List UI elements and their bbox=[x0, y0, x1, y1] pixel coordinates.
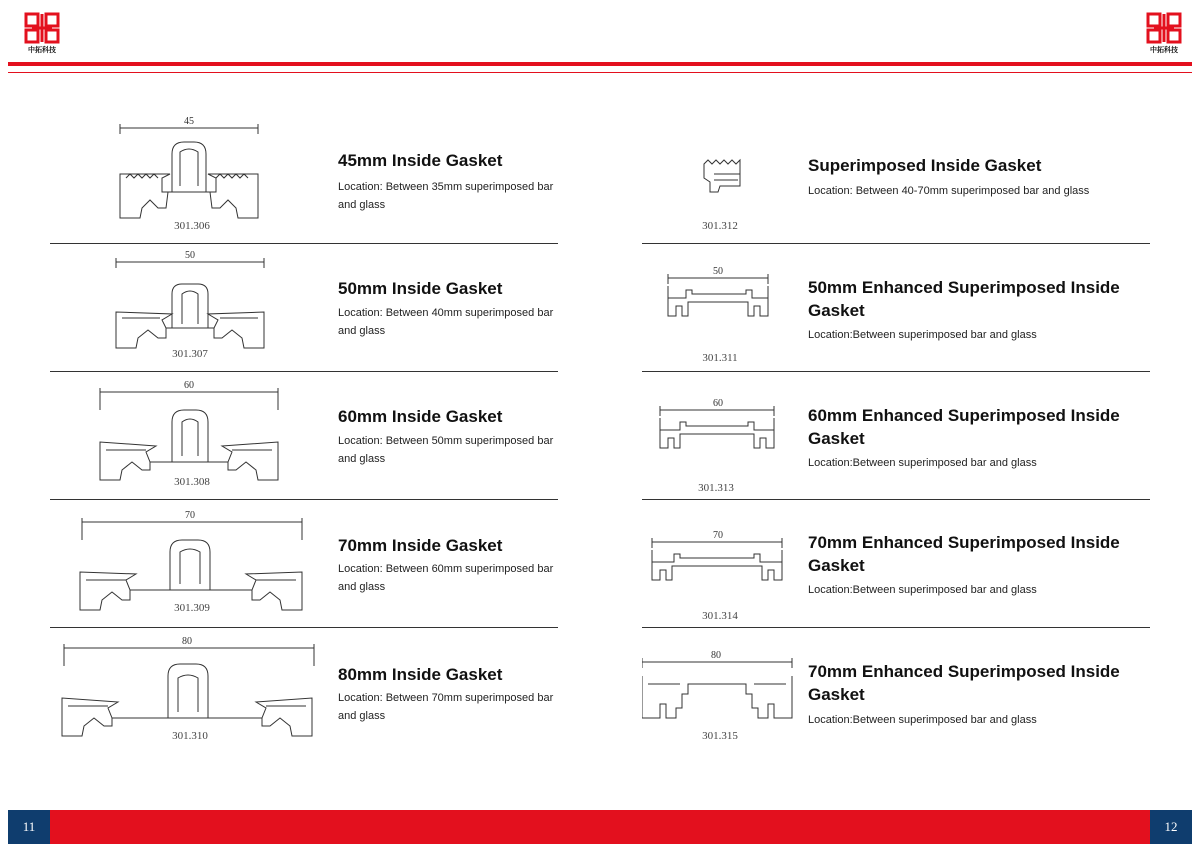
dimension-label: 80 bbox=[711, 650, 721, 661]
dimension-label: 70 bbox=[185, 510, 195, 521]
product-title: 70mm Enhanced Superimposed Inside Gasket bbox=[808, 533, 1120, 575]
brand-name: 中拓科技 bbox=[1150, 46, 1178, 54]
product-description: Location: Between 40-70mm superimposed bar and glass bbox=[808, 185, 1090, 197]
brand-logo bbox=[1144, 12, 1184, 55]
product-code: 301.313 bbox=[698, 482, 734, 494]
product-code: 301.306 bbox=[174, 220, 210, 232]
product-description: Location:Between superimposed bar and glass bbox=[808, 329, 1037, 341]
product-code: 301.314 bbox=[702, 610, 738, 622]
product-code: 301.311 bbox=[702, 352, 738, 364]
dimension-label: 60 bbox=[713, 398, 723, 409]
product-description: Location: Between 60mm superimposed bar and glass bbox=[338, 563, 554, 593]
product-description: Location: Between 50mm superimposed bar and glass bbox=[338, 435, 554, 465]
footer-red-bar bbox=[600, 810, 1150, 844]
product-item bbox=[50, 244, 558, 372]
product-title: 50mm Enhanced Superimposed Inside Gasket bbox=[808, 278, 1120, 320]
product-code: 301.315 bbox=[702, 730, 738, 742]
right-page bbox=[600, 0, 1200, 853]
brand-logo bbox=[22, 12, 62, 55]
header-thin-line bbox=[600, 72, 1192, 73]
logo-mark-icon bbox=[1146, 12, 1182, 44]
product-item bbox=[642, 372, 1150, 500]
product-item bbox=[50, 116, 558, 244]
header-red-bar bbox=[8, 62, 600, 66]
product-item bbox=[642, 244, 1150, 372]
product-code: 301.309 bbox=[174, 602, 210, 614]
product-item bbox=[642, 628, 1150, 754]
product-code: 301.308 bbox=[174, 476, 210, 488]
dimension-label: 70 bbox=[713, 530, 723, 541]
product-title: 60mm Inside Gasket bbox=[338, 407, 503, 426]
product-description: Location: Between 35mm superimposed bar and glass bbox=[338, 181, 554, 211]
product-description: Location:Between superimposed bar and glass bbox=[808, 584, 1037, 596]
footer-red-bar bbox=[50, 810, 600, 844]
header-red-bar bbox=[600, 62, 1192, 66]
product-title: 70mm Inside Gasket bbox=[338, 536, 503, 555]
brand-name: 中拓科技 bbox=[28, 46, 56, 54]
dimension-label: 60 bbox=[184, 380, 194, 391]
dimension-label: 50 bbox=[713, 266, 723, 277]
product-description: Location:Between superimposed bar and glass bbox=[808, 457, 1037, 469]
dimension-label: 50 bbox=[185, 250, 195, 261]
product-title: 70mm Enhanced Superimposed Inside Gasket bbox=[808, 662, 1120, 704]
page-number: 12 bbox=[1150, 810, 1192, 844]
logo-mark-icon bbox=[24, 12, 60, 44]
header-thin-line bbox=[8, 72, 600, 73]
dimension-label: 45 bbox=[184, 116, 194, 127]
product-item bbox=[642, 116, 1150, 244]
product-title: 80mm Inside Gasket bbox=[338, 665, 503, 684]
product-title: 60mm Enhanced Superimposed Inside Gasket bbox=[808, 406, 1120, 448]
product-title: 45mm Inside Gasket bbox=[338, 151, 503, 170]
product-description: Location: Between 70mm superimposed bar and glass bbox=[338, 692, 554, 722]
product-code: 301.312 bbox=[702, 220, 738, 232]
page-number: 11 bbox=[8, 810, 50, 844]
product-code: 301.310 bbox=[172, 730, 208, 742]
product-description: Location: Between 40mm superimposed bar and glass bbox=[338, 307, 554, 337]
product-code: 301.307 bbox=[172, 348, 208, 360]
product-item bbox=[50, 500, 558, 628]
product-item bbox=[50, 372, 558, 500]
dimension-label: 80 bbox=[182, 636, 192, 647]
product-title: Superimposed Inside Gasket bbox=[808, 156, 1042, 175]
product-item bbox=[50, 628, 558, 754]
product-title: 50mm Inside Gasket bbox=[338, 279, 503, 298]
product-item bbox=[642, 500, 1150, 628]
product-description: Location:Between superimposed bar and glass bbox=[808, 714, 1037, 726]
